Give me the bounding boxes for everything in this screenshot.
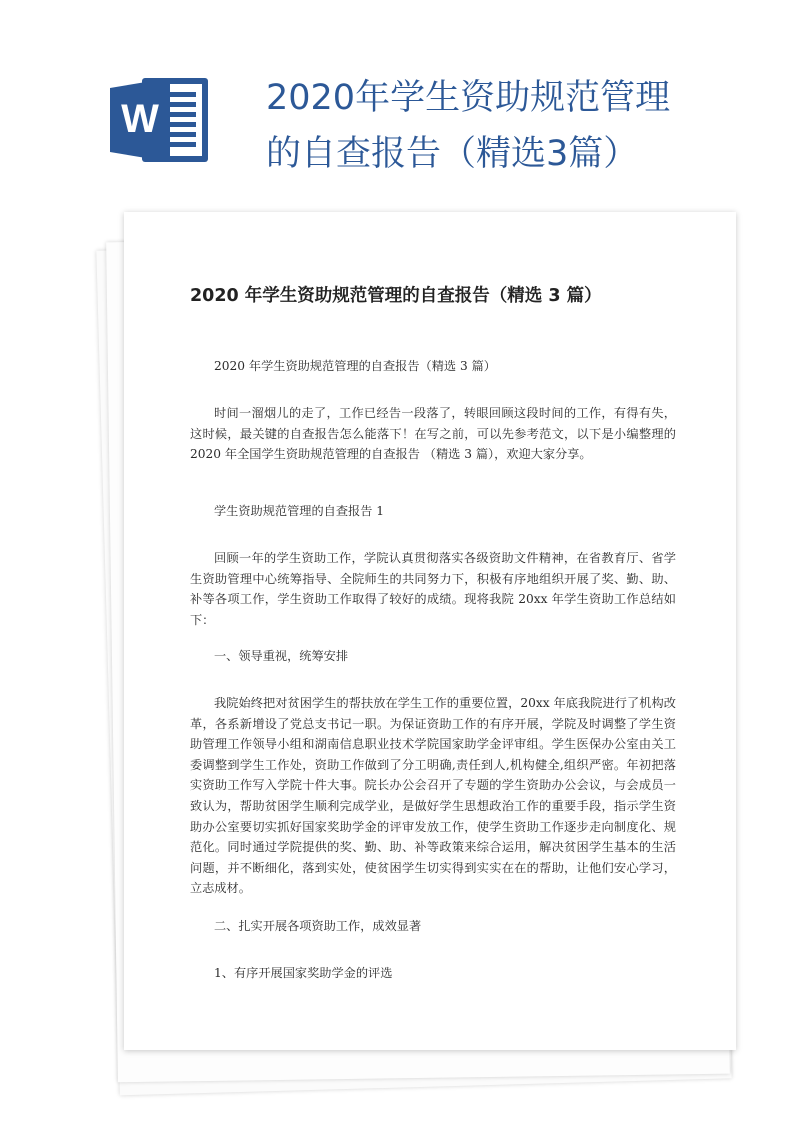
document-title: 2020 年学生资助规范管理的自查报告（精选 3 篇）	[190, 286, 602, 306]
subsection-heading-1: 1、有序开展国家奖助学金的评选	[214, 966, 393, 980]
page-title	[266, 70, 746, 182]
document-page	[124, 212, 736, 1050]
word-icon-letter: W	[121, 97, 159, 141]
document-body	[124, 212, 736, 1050]
page-title-line-2: 的自查报告（精选3篇）	[266, 134, 639, 174]
document-subtitle-paragraph: 2020 年学生资助规范管理的自查报告（精选 3 篇）	[214, 359, 496, 373]
page-title-line-1: 2020年学生资助规范管理	[266, 78, 671, 118]
section-heading-1: 一、领导重视，统筹安排	[214, 649, 349, 663]
report-section-title: 学生资助规范管理的自查报告 1	[214, 504, 385, 518]
intro-paragraph: 时间一溜烟儿的走了，工作已经告一段落了，转眼回顾这段时间的工作，有得有失，这时候，最关键的自查报告怎么能落下！在写之前，可以先参考范文，以下是小编整理的 2020 年全国学生资助规范管理的自查报告 （精选 3 篇），欢迎大家分享。	[190, 406, 676, 462]
word-document-icon	[108, 74, 212, 166]
review-paragraph: 回顾一年的学生资助工作，学院认真贯彻落实各级资助文件精神，在省教育厅、省学生资助管理中心统筹指导、全院师生的共同努力下，积极有序地组织开展了奖、勤、助、补等各项工作，学生资助工作取得了较好的成绩。现将我院 20xx 年学生资助工作总结如下：	[190, 551, 676, 627]
section-heading-2: 二、扎实开展各项资助工作，成效显著	[214, 919, 422, 933]
leadership-paragraph: 我院始终把对贫困学生的帮扶放在学生工作的重要位置，20xx 年底我院进行了机构改革，各系新增设了党总支书记一职。为保证资助工作的有序开展，学院及时调整了学生资助管理工作领导小组和湖南信息职业技术学院国家助学金评审组。学生医保办公室由关工委调整到学生工作处，资助工作做到了分工明确,责任到人,机构健全,组织严密。年初把落实资助工作写入学院十件大事。院长办公会召开了专题的学生资助办公会议，与会成员一致认为，帮助贫困学生顺利完成学业，是做好学生思想政治工作的重要手段，指示学生资助办公室要切实抓好国家奖助学金的评审发放工作，使学生资助工作逐步走向制度化、规范化。同时通过学院提供的奖、勤、助、补等政策来综合运用，解决贫困学生基本的生活问题，并不断细化，落到实处，使贫困学生切实得到实实在在的帮助，让他们安心学习，立志成材。	[190, 696, 676, 896]
